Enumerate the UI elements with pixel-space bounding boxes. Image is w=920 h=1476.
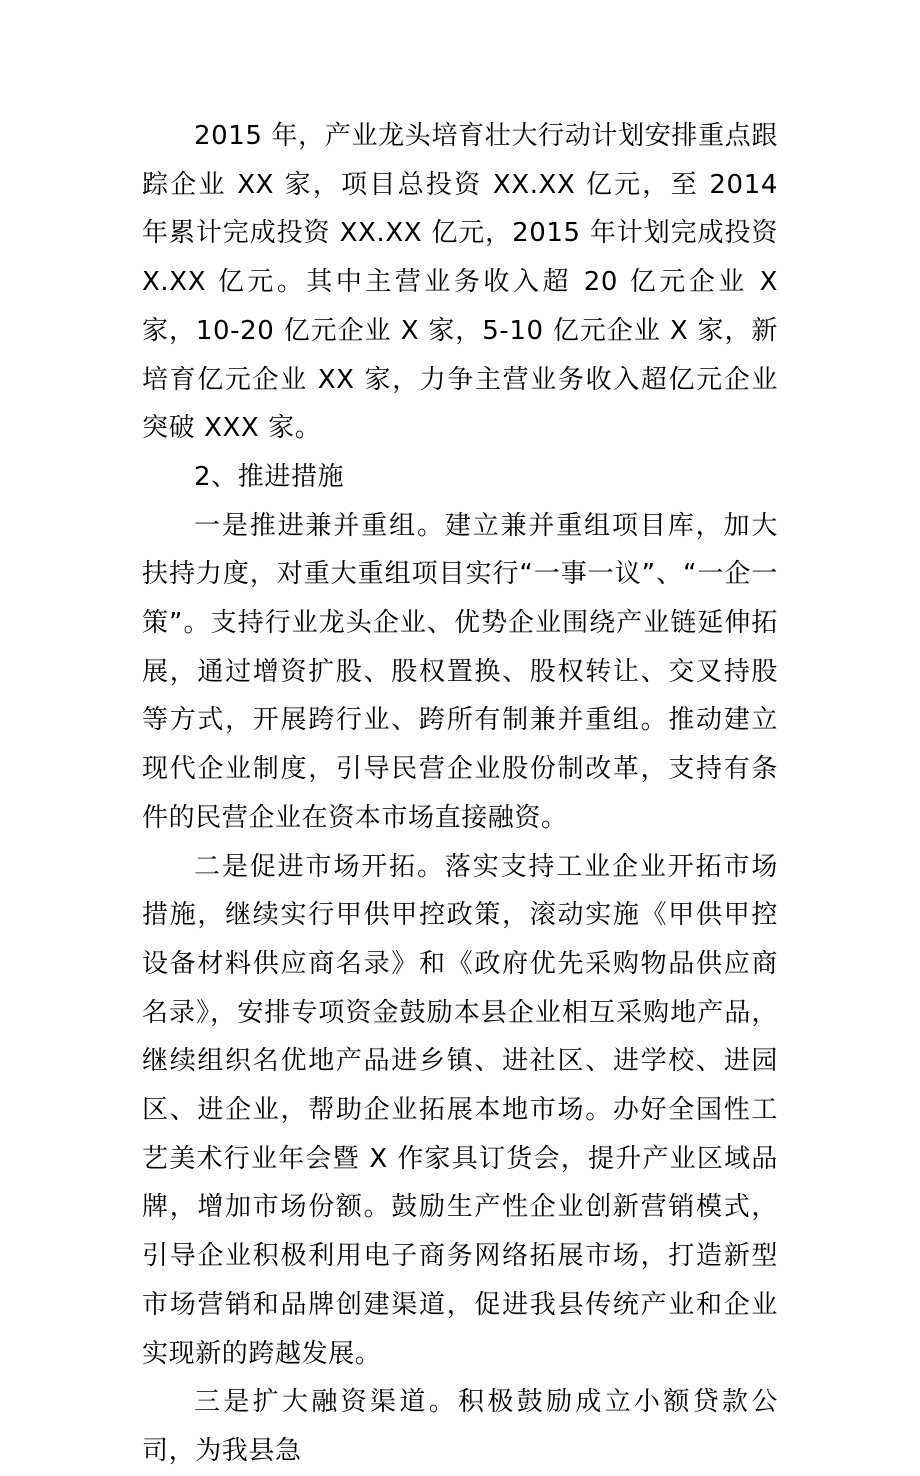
paragraph-market-expansion: 二是促进市场开拓。落实支持工业企业开拓市场措施，继续实行甲供甲控政策，滚动实施《甲供甲控设备材料供应商名录》和《政府优先采购物品供应商名录》，安排专项资金鼓励本县企业相互采购地产品，继续组织名优地产品进乡镇、进社区、进学校、进园区、进企业，帮助企业拓展本地市场。办好全国性工艺美术行业年会暨 X 作家具订货会，提升产业区域品牌，增加市场份额。鼓励生产性企业创新营销模式，引导企业积极利用电子商务网络拓展市场，打造新型市场营销和品牌创建渠道，促进我县传统产业和企业实现新的跨越发展。: [142, 851, 778, 1369]
paragraph-investment-plan: 2015 年，产业龙头培育壮大行动计划安排重点跟踪企业 XX 家，项目总投资 XX.XX 亿元，至 2014 年累计完成投资 XX.XX 亿元，2015 年计划完成投资 X.XX 亿元。其中主营业务收入超 20 亿元企业 X 家，10-20 亿元企业 X 家，5-10 亿元企业 X 家，新培育亿元企业 XX 家，力争主营业务收入超亿元企业突破 XXX 家。: [142, 121, 778, 444]
paragraph-financing: 三是扩大融资渠道。积极鼓励成立小额贷款公司，为我县急: [142, 1387, 778, 1466]
paragraph-mergers: 一是推进兼并重组。建立兼并重组项目库，加大扶持力度，对重大重组项目实行“一事一议”、“一企一策”。支持行业龙头企业、优势企业围绕产业链延伸拓展，通过增资扩股、股权置换、股权转让、交叉持股等方式，开展跨行业、跨所有制兼并重组。推动建立现代企业制度，引导民营企业股份制改革，支持有条件的民营企业在资本市场直接融资。: [142, 510, 778, 833]
paragraph-heading-measures: 2、推进措施: [194, 461, 345, 492]
